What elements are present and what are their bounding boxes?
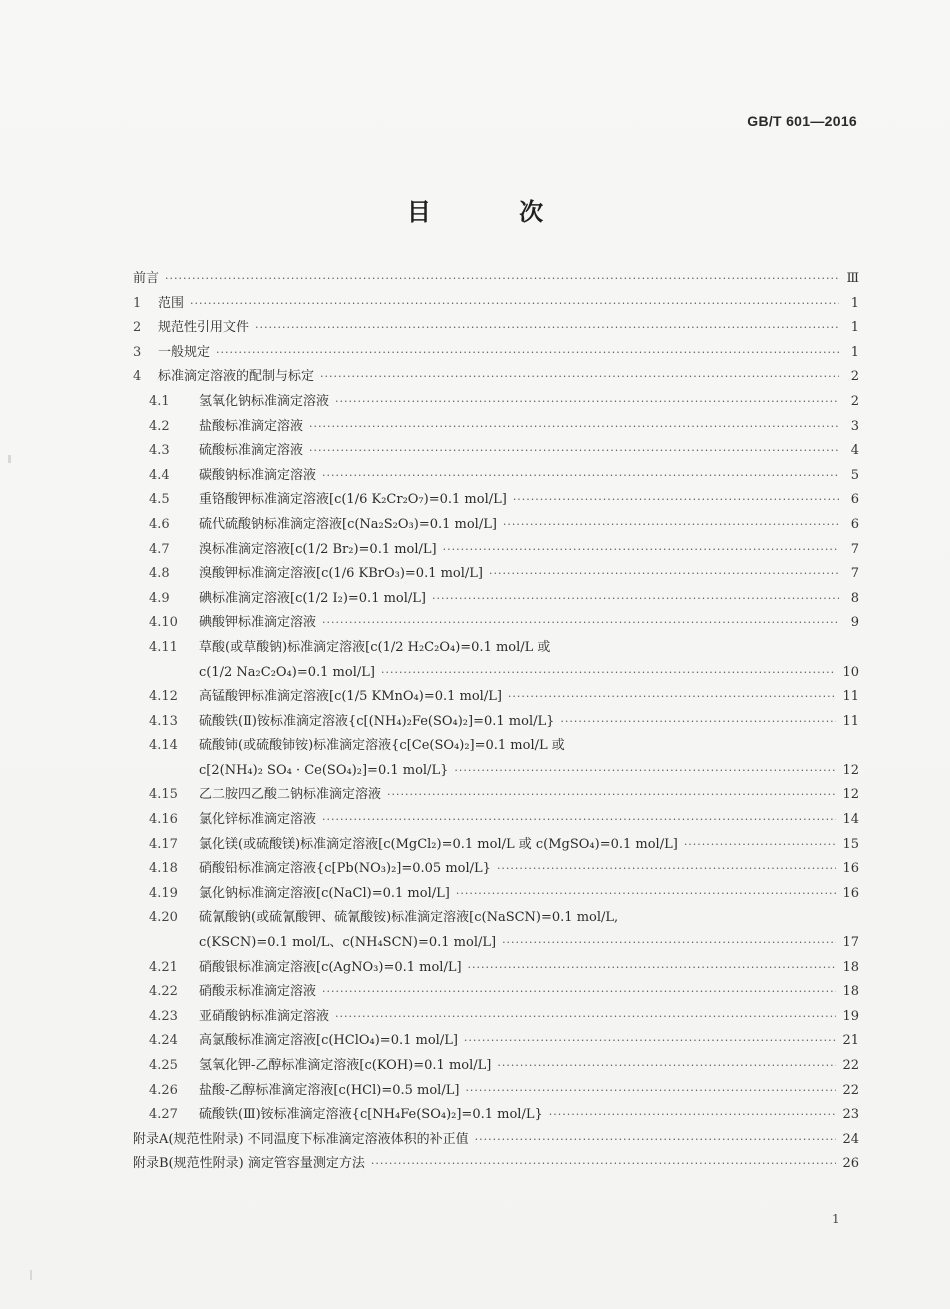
toc-entry-number: 1	[133, 295, 142, 311]
toc-entry-number: 4	[133, 369, 142, 385]
toc-entry-title: 一般规定	[158, 344, 211, 360]
toc-entry-page: 18	[842, 984, 859, 1000]
toc-entry-number: 4.17	[149, 836, 178, 852]
toc-entry-title: c(1/2 Na₂C₂O₄)=0.1 mol/L]	[199, 664, 375, 680]
toc-entry-number: 4.6	[149, 516, 170, 532]
toc-entry-number: 4.14	[149, 738, 178, 754]
toc-leader-dots	[381, 661, 837, 686]
toc-entry-title: 亚硝酸钠标准滴定溶液	[199, 1008, 330, 1024]
standard-code: GB/T 601—2016	[747, 113, 857, 129]
toc-leader-dots	[165, 267, 839, 292]
toc-entry-title: 盐酸标准滴定溶液	[199, 418, 304, 434]
toc-entry[interactable]	[133, 931, 859, 956]
toc-entry-number: 3	[133, 344, 142, 360]
toc-leader-dots	[443, 538, 839, 563]
toc-leader-dots	[322, 464, 839, 489]
toc-entry-title: 硫酸铁(Ⅲ)铵标准滴定溶液{c[NH₄Fe(SO₄)₂]=0.1 mol/L}	[199, 1107, 543, 1123]
toc-entry[interactable]	[133, 1054, 859, 1079]
toc-leader-dots	[475, 1128, 837, 1153]
toc-entry-number: 4.19	[149, 885, 178, 901]
toc-entry-number: 4.8	[149, 566, 170, 582]
toc-entry-number: 4.9	[149, 590, 170, 606]
toc-entry[interactable]	[133, 562, 859, 587]
toc-leader-dots	[468, 956, 837, 981]
toc-entry-title: 硫酸铈(或硫酸铈铵)标准滴定溶液{c[Ce(SO₄)₂]=0.1 mol/L 或	[199, 738, 565, 754]
toc-entry-page: 1	[850, 320, 859, 336]
toc-leader-dots	[255, 316, 839, 341]
toc-entry[interactable]	[133, 685, 859, 710]
toc-entry[interactable]	[133, 882, 859, 907]
toc-entry[interactable]	[133, 415, 859, 440]
toc-entry[interactable]	[133, 808, 859, 833]
toc-entry-page: 7	[850, 566, 859, 582]
toc-leader-dots	[322, 611, 839, 636]
toc-entry-number: 4.13	[149, 713, 178, 729]
toc-entry-title: 硝酸铅标准滴定溶液{c[Pb(NO₃)₂]=0.05 mol/L}	[199, 861, 491, 877]
toc-entry[interactable]	[133, 857, 859, 882]
toc-entry-title: 范围	[158, 295, 185, 311]
toc-entry[interactable]	[133, 1079, 859, 1104]
toc-entry-title: 硫酸标准滴定溶液	[199, 443, 304, 459]
toc-entry-page: Ⅲ	[846, 271, 859, 286]
toc-entry-title: 硫代硫酸钠标准滴定溶液[c(Na₂S₂O₃)=0.1 mol/L]	[199, 516, 497, 532]
toc-entry-page: 12	[842, 787, 859, 803]
toc-entry[interactable]	[133, 1005, 859, 1030]
toc-leader-dots	[190, 292, 839, 317]
toc-entry-number: 4.16	[149, 812, 178, 828]
toc-entry-page: 15	[842, 836, 859, 852]
toc-entry-number: 4.3	[149, 443, 170, 459]
toc-entry-page: 1	[850, 295, 859, 311]
toc-leader-dots	[549, 1103, 837, 1128]
toc-leader-dots	[309, 439, 839, 464]
toc-entry-number: 4.11	[149, 639, 178, 655]
toc-leader-dots	[456, 882, 837, 907]
toc-leader-dots	[387, 783, 836, 808]
toc-entry-title: 硝酸银标准滴定溶液[c(AgNO₃)=0.1 mol/L]	[199, 959, 462, 975]
toc-entry-title: 高氯酸标准滴定溶液[c(HClO₄)=0.1 mol/L]	[199, 1033, 458, 1049]
toc-entry-title: 氯化镁(或硫酸镁)标准滴定溶液[c(MgCl₂)=0.1 mol/L 或 c(MgSO₄)=0.1 mol/L]	[199, 836, 678, 852]
toc-entry-number: 4.23	[149, 1008, 178, 1024]
toc-entry-page: 3	[850, 418, 859, 434]
toc-entry-number: 4.26	[149, 1082, 178, 1098]
toc-entry-page: 2	[850, 393, 859, 409]
toc-entry-number: 4.15	[149, 787, 178, 803]
toc-entry-title: 盐酸-乙醇标准滴定溶液[c(HCl)=0.5 mol/L]	[199, 1082, 460, 1098]
toc-entry-page: 16	[842, 885, 859, 901]
toc-leader-dots	[371, 1152, 837, 1177]
toc-leader-dots	[335, 390, 839, 415]
toc-entry[interactable]	[133, 464, 859, 489]
toc-entry[interactable]	[133, 710, 859, 735]
toc-entry-title: 硫氰酸钠(或硫氰酸钾、硫氰酸铵)标准滴定溶液[c(NaSCN)=0.1 mol/L,	[199, 910, 619, 926]
toc-entry[interactable]	[133, 611, 859, 636]
toc-entry-title: 碳酸钠标准滴定溶液	[199, 467, 317, 483]
toc-leader-dots	[309, 415, 839, 440]
toc-entry-title: 标准滴定溶液的配制与标定	[158, 369, 315, 385]
toc-entry[interactable]	[133, 1152, 859, 1177]
toc-title: 目 次	[406, 198, 584, 226]
toc-leader-dots	[465, 1079, 836, 1104]
toc-leader-dots	[513, 488, 839, 513]
toc-entry-number: 4.5	[149, 492, 170, 508]
toc-entry-page: 6	[850, 492, 859, 508]
toc-entry[interactable]	[133, 734, 859, 759]
page-number: 1	[832, 1212, 840, 1226]
toc-entry-title: 溴酸钾标准滴定溶液[c(1/6 KBrO₃)=0.1 mol/L]	[199, 566, 483, 582]
toc-entry-title: 高锰酸钾标准滴定溶液[c(1/5 KMnO₄)=0.1 mol/L]	[199, 689, 502, 705]
toc-entry-page: 19	[842, 1008, 859, 1024]
toc-entry-title: 碘标准滴定溶液[c(1/2 I₂)=0.1 mol/L]	[199, 590, 426, 606]
toc-entry[interactable]	[133, 365, 859, 390]
toc-entry-page: 11	[842, 689, 859, 705]
scan-mark	[30, 1270, 32, 1280]
toc-entry[interactable]	[133, 759, 859, 784]
toc-entry[interactable]	[133, 439, 859, 464]
toc-entry-page: 21	[842, 1033, 859, 1049]
toc-entry[interactable]	[133, 906, 859, 931]
toc-leader-dots	[502, 931, 836, 956]
toc-entry[interactable]	[133, 316, 859, 341]
toc-leader-dots	[335, 1005, 836, 1030]
toc-leader-dots	[432, 587, 839, 612]
toc-entry[interactable]	[133, 292, 859, 317]
toc-entry-page: 5	[850, 467, 859, 483]
toc-entry[interactable]	[133, 513, 859, 538]
toc-entry-page: 18	[842, 959, 859, 975]
toc-entry-title: 碘酸钾标准滴定溶液	[199, 615, 317, 631]
toc-entry-number: 4.12	[149, 689, 178, 705]
toc-entry-title: 氯化锌标准滴定溶液	[199, 812, 317, 828]
toc-entry-page: 9	[850, 615, 859, 631]
toc-entry-page: 17	[842, 935, 859, 951]
toc-entry-number: 4.21	[149, 959, 178, 975]
toc-entry[interactable]	[133, 980, 859, 1005]
toc-entry-title: 氢氧化钠标准滴定溶液	[199, 393, 330, 409]
toc-entry-page: 24	[842, 1131, 859, 1147]
toc-entry-page: 26	[842, 1156, 859, 1172]
toc-leader-dots	[464, 1029, 837, 1054]
toc-entry-title: 规范性引用文件	[158, 320, 250, 336]
toc-leader-dots	[508, 685, 837, 710]
toc-entry-number: 4.4	[149, 467, 170, 483]
toc-entry-page: 1	[850, 344, 859, 360]
toc-entry-title: 硝酸汞标准滴定溶液	[199, 984, 317, 1000]
toc-entry-title: 氯化钠标准滴定溶液[c(NaCl)=0.1 mol/L]	[199, 885, 450, 901]
toc-entry-title: 附录B(规范性附录) 滴定管容量测定方法	[133, 1156, 365, 1172]
toc-entry-title: 乙二胺四乙酸二钠标准滴定溶液	[199, 787, 382, 803]
toc-entry-title: 硫酸铁(Ⅱ)铵标准滴定溶液{c[(NH₄)₂Fe(SO₄)₂]=0.1 mol/L}	[199, 713, 555, 729]
toc-entry-number: 4.7	[149, 541, 170, 557]
toc-entry[interactable]	[133, 1029, 859, 1054]
toc-leader-dots	[320, 365, 839, 390]
toc-leader-dots	[497, 857, 837, 882]
toc-entry-page: 16	[842, 861, 859, 877]
toc-entry-page: 7	[850, 541, 859, 557]
toc-entry-title: c(KSCN)=0.1 mol/L、c(NH₄SCN)=0.1 mol/L]	[199, 935, 497, 951]
toc-leader-dots	[489, 562, 839, 587]
toc-leader-dots	[684, 833, 837, 858]
toc-leader-dots	[454, 759, 836, 784]
toc-leader-dots	[216, 341, 839, 366]
toc-entry-page: 4	[850, 443, 859, 459]
toc-entry[interactable]	[133, 783, 859, 808]
toc-entry-title: 重铬酸钾标准滴定溶液[c(1/6 K₂Cr₂O₇)=0.1 mol/L]	[199, 492, 507, 508]
toc-entry[interactable]	[133, 587, 859, 612]
toc-entry[interactable]	[133, 1128, 859, 1153]
toc-entry-title: 前言	[133, 271, 160, 286]
toc-entry[interactable]	[133, 341, 859, 366]
toc-entry-page: 22	[842, 1082, 859, 1098]
toc-leader-dots	[560, 710, 836, 735]
toc-leader-dots	[322, 980, 836, 1005]
toc-entry[interactable]	[133, 538, 859, 563]
toc-entry-number: 4.27	[149, 1107, 178, 1123]
toc-entry[interactable]	[133, 956, 859, 981]
toc-entry[interactable]	[133, 1103, 859, 1128]
scan-mark	[8, 455, 11, 463]
toc-entry[interactable]	[133, 661, 859, 686]
toc-entry-number: 4.24	[149, 1033, 178, 1049]
table-of-contents	[133, 267, 859, 1177]
toc-leader-dots	[322, 808, 836, 833]
toc-entry[interactable]	[133, 267, 859, 292]
toc-entry[interactable]	[133, 833, 859, 858]
toc-entry-number: 4.22	[149, 984, 178, 1000]
toc-entry-title: 草酸(或草酸钠)标准滴定溶液[c(1/2 H₂C₂O₄)=0.1 mol/L 或	[199, 639, 551, 655]
toc-entry-page: 12	[842, 762, 859, 778]
toc-entry[interactable]	[133, 390, 859, 415]
toc-entry-page: 2	[850, 369, 859, 385]
toc-entry-number: 4.20	[149, 910, 178, 926]
toc-leader-dots	[497, 1054, 836, 1079]
toc-entry-page: 11	[842, 713, 859, 729]
toc-entry-title: 附录A(规范性附录) 不同温度下标准滴定溶液体积的补正值	[133, 1131, 469, 1147]
toc-entry-number: 4.1	[149, 393, 170, 409]
toc-entry-number: 4.25	[149, 1058, 178, 1073]
toc-entry-number: 4.18	[149, 861, 178, 877]
toc-entry-number: 4.10	[149, 615, 178, 631]
toc-entry-title: 溴标准滴定溶液[c(1/2 Br₂)=0.1 mol/L]	[199, 541, 437, 557]
toc-entry-number: 2	[133, 320, 142, 336]
toc-entry[interactable]	[133, 636, 859, 661]
toc-entry-page: 22	[842, 1058, 859, 1073]
toc-entry-title: c[2(NH₄)₂ SO₄ · Ce(SO₄)₂]=0.1 mol/L}	[199, 762, 449, 778]
toc-entry-page: 8	[850, 590, 859, 606]
toc-entry[interactable]	[133, 488, 859, 513]
toc-entry-page: 10	[842, 664, 859, 680]
toc-leader-dots	[503, 513, 839, 538]
toc-entry-page: 23	[842, 1107, 859, 1123]
toc-entry-page: 14	[842, 812, 859, 828]
toc-entry-title: 氢氧化钾-乙醇标准滴定溶液[c(KOH)=0.1 mol/L]	[199, 1058, 492, 1073]
toc-entry-page: 6	[850, 516, 859, 532]
toc-entry-number: 4.2	[149, 418, 170, 434]
